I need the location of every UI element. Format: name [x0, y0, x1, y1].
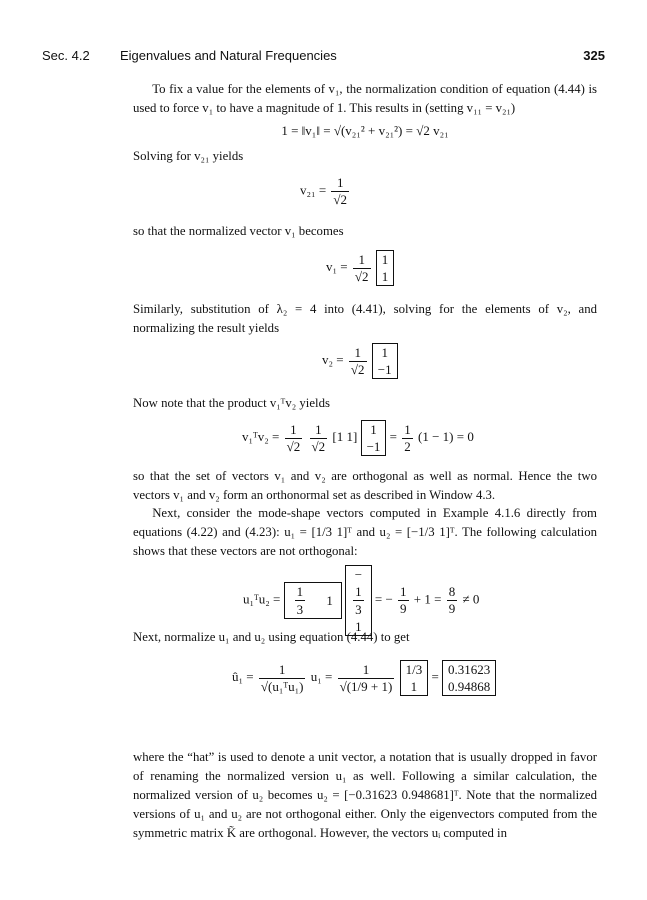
result-vector: 0.31623 0.94868 [442, 660, 496, 696]
fraction: $\frac{1}{√2}$ [333, 175, 348, 207]
paragraph-text: Solving for v₂₁ yields [133, 149, 244, 163]
section-number: Sec. 4.2 [42, 48, 90, 63]
equation-lhs: v₂₁ = [300, 182, 327, 198]
equation-lhs: v₂ = [322, 351, 344, 367]
equation-rhs: (1 − 1) = 0 [418, 428, 474, 444]
fraction: $\frac{1}{√2}$ [350, 344, 365, 377]
fraction: $\frac{1}{√2}$ [311, 421, 326, 454]
running-header [42, 48, 605, 68]
equation-v1 [326, 250, 394, 286]
equation-lhs: v₁ᵀv₂ = [242, 428, 280, 444]
fraction: $\frac{1}{√(1/9 + 1)}$ [339, 661, 393, 694]
fraction: $\frac{1}{2}$ [404, 421, 411, 454]
equation-v1t-v2: v₁ᵀv₂ = $\frac{1}{√2}$ $\frac{1}{√2}$ [1 1] 1 −1 = $\frac{1}{2}$ (1 − 1) = 0 [242, 421, 474, 454]
equation-text: 1 = ‖v₁‖ = √(v₂₁² + v₂₁²) = √2 v₂₁ [281, 123, 449, 138]
equation-u1-hat: û₁ = $\frac{1}{\text{√(u₁ᵀu₁)}}$ u₁ = $\frac{1}{√(1/9 + 1)}$ 1/3 1 = 0.31623 0.94868 [232, 660, 496, 696]
equation-v2 [322, 343, 398, 379]
paragraph-product [133, 394, 597, 413]
paragraph-solving [133, 147, 597, 166]
row-vector: $\frac{1}{3}$ 1 [284, 582, 342, 619]
paragraph-lambda2 [133, 300, 597, 338]
equation-lhs: v₁ = [326, 258, 348, 274]
equation-rhs: ≠ 0 [462, 591, 480, 607]
column-vector: 1/3 1 [400, 660, 429, 696]
column-vector: 1 −1 [361, 420, 387, 456]
paragraph-text: Similarly, substitution of λ₂ = 4 into (4.41), solving for the elements of v₂, and normalizing the result yields [133, 302, 597, 335]
paragraph-normalized-v1 [133, 222, 597, 241]
equation-v21 [300, 175, 351, 208]
equation-magnitude [133, 123, 597, 139]
equation-u1t-u2: u₁ᵀu₂ = $\frac{1}{3}$ 1 − 1 3 1 = − $\frac{1}{9}$ + 1 = $\frac{8}{9}$ ≠ 0 [243, 567, 480, 634]
fraction: $\frac{8}{9}$ [448, 584, 456, 616]
paragraph-hat-notation [133, 748, 597, 843]
paragraph-orthonormal [133, 467, 597, 505]
paragraph-text: Next, consider the mode-shape vectors computed in Example 4.1.6 directly from equations (4.22) and (4.23): u₁ = [1/3 1]ᵀ and u₂ = [−1/3 1]ᵀ. The following calculation shows that these vectors are not orthogonal: [133, 506, 597, 558]
column-vector: 1 1 [376, 250, 395, 286]
equation-lhs: û₁ = [232, 668, 254, 684]
paragraph-text: To fix a value for the elements of v₁, the normalization condition of equation (4.44) is used to force v₁ to have a magnitude of 1. This results in (setting v₁₁ = v₂₁) [133, 82, 597, 115]
fraction: $\frac{1}{\text{√(u₁ᵀu₁)}}$ [260, 661, 304, 694]
page-number: 325 [583, 48, 605, 63]
paragraph-normalization [133, 80, 597, 118]
paragraph-text: where the “hat” is used to denote a unit vector, a notation that is usually dropped in favor of renaming the normalized version u₁ as well. Following a similar calculation, the normalized version of u₂ becomes u₂ = [−0.31623 0.948681]ᵀ. Note that the normalized versions of u₁ and u₂ are not orthogonal either. Only the eigenvectors computed from the symmetric matrix K̃ are orthogonal. However, the vectors uᵢ computed in [133, 750, 597, 840]
equation-lhs: u₁ᵀu₂ = [243, 591, 281, 607]
paragraph-text: so that the normalized vector v₁ becomes [133, 224, 344, 238]
column-vector: − 1 3 1 [345, 565, 372, 636]
section-title: Eigenvalues and Natural Frequencies [120, 48, 337, 63]
fraction: $\frac{1}{√2}$ [286, 421, 301, 454]
paragraph-normalize-u [133, 628, 597, 647]
row-vector: [1 1] [332, 428, 358, 444]
column-vector: 1 −1 [372, 343, 398, 379]
paragraph-text: so that the set of vectors v₁ and v₂ are orthogonal as well as normal. Hence the two vectors v₁ and v₂ form an orthonormal set as described in Window 4.3. [133, 469, 597, 502]
paragraph-text: Now note that the product v₁ᵀv₂ yields [133, 396, 330, 410]
paragraph-text: Next, normalize u₁ and u₂ using equation (4.44) to get [133, 630, 410, 644]
fraction: $\frac{1}{9}$ [400, 584, 407, 616]
fraction: $\frac{1}{√2}$ [354, 251, 369, 284]
paragraph-mode-shape [133, 504, 597, 561]
